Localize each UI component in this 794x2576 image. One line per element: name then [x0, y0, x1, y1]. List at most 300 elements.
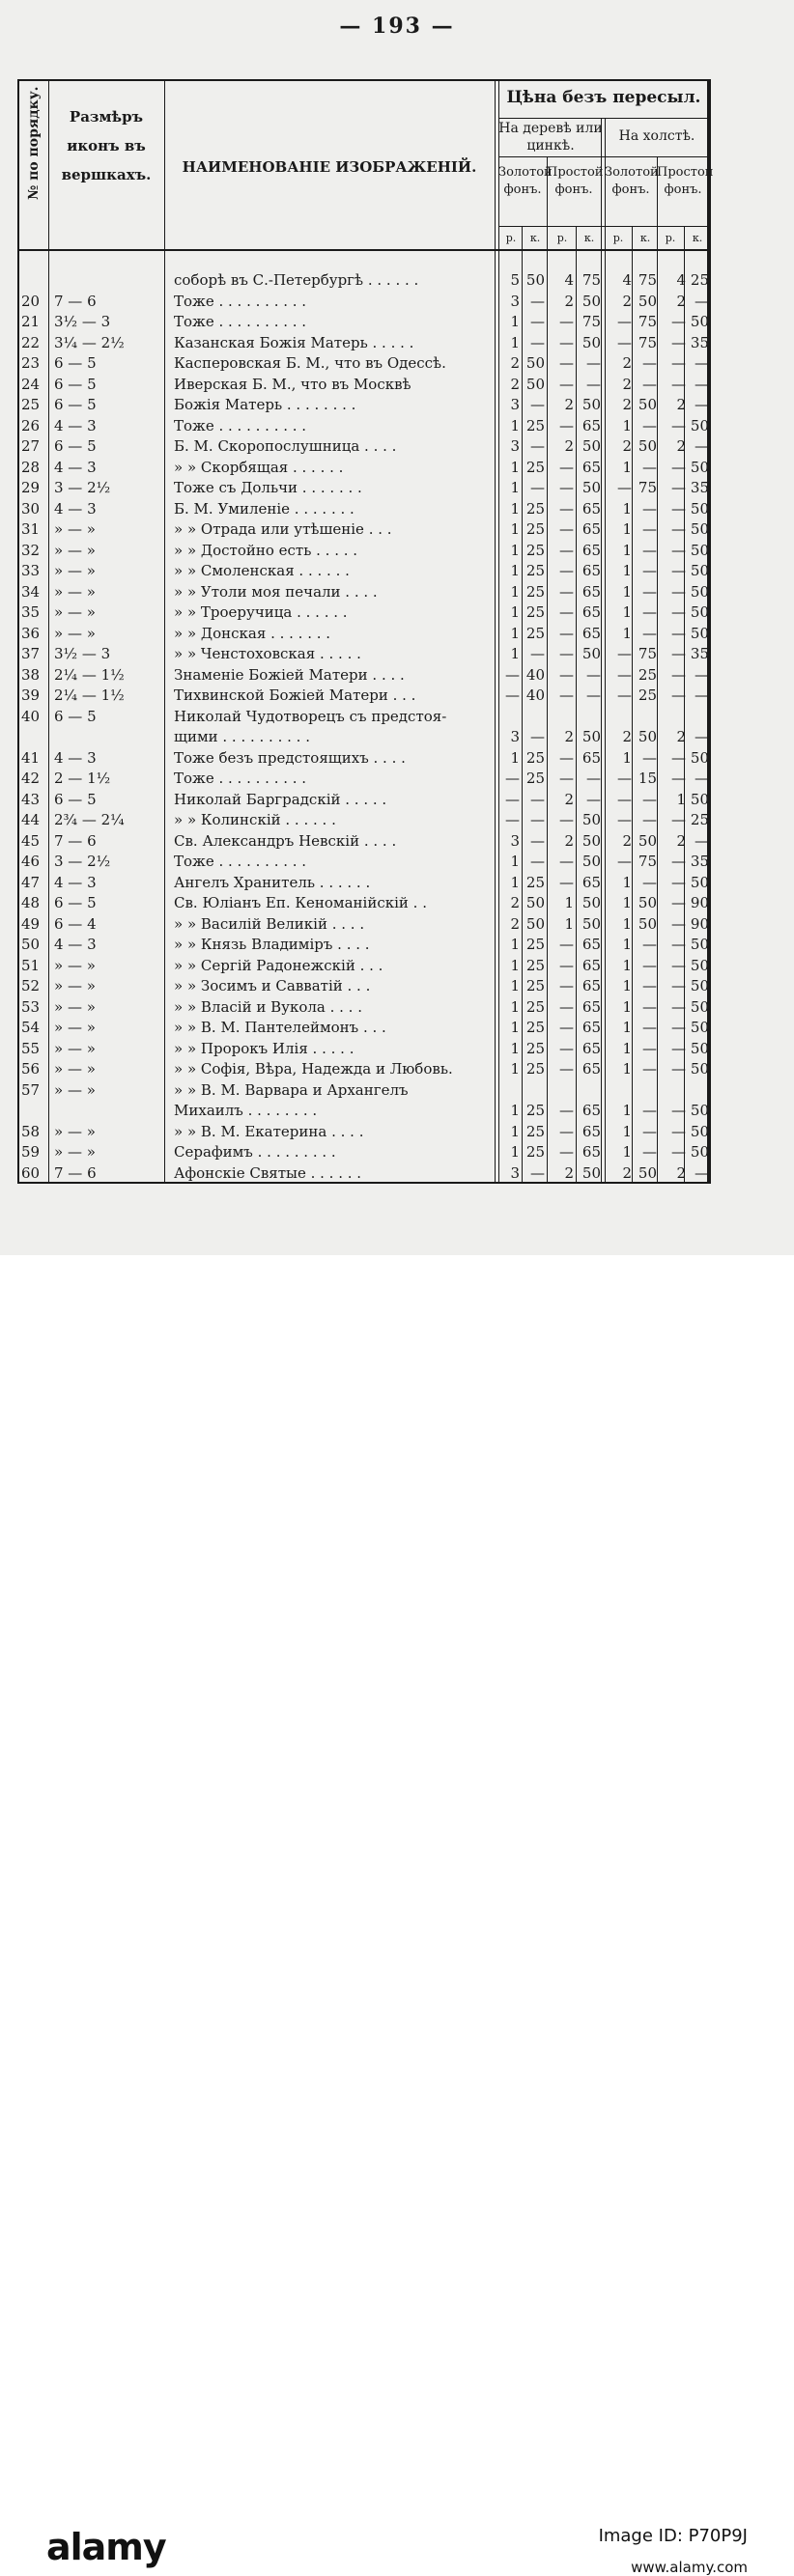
row-name: Афонскіе Святые . . . . . . — [174, 1163, 362, 1182]
row-size: 6 — 5 — [54, 375, 97, 393]
row-price: 65 — [581, 748, 601, 767]
row-size: 4 — 3 — [54, 499, 97, 518]
row-size: 4 — 3 — [54, 936, 97, 953]
row-number: 54 — [21, 1019, 41, 1036]
row-size: 3½ — 3 — [54, 313, 111, 330]
row-price: 15 — [638, 770, 657, 787]
row-number: 44 — [21, 811, 41, 828]
row-price: 50 — [638, 1163, 657, 1182]
row-price: 1 — [622, 1039, 632, 1057]
row-price: 1 — [510, 1143, 520, 1161]
row-price: — — [559, 770, 574, 787]
header-name: НАИМЕНОВАНІЕ ИЗОБРАЖЕНІЙ. — [182, 158, 477, 176]
row-price: — — [617, 665, 632, 684]
row-number: 35 — [21, 603, 41, 621]
table-row — [19, 270, 709, 291]
row-price: 1 — [564, 894, 574, 911]
row-price: 2 — [564, 728, 574, 745]
unit-kop: к. — [692, 232, 703, 244]
row-price: 50 — [525, 894, 545, 911]
row-price: — — [671, 936, 686, 953]
table-row — [19, 353, 709, 374]
row-size: 6 — 4 — [54, 914, 97, 933]
row-size: » — » — [54, 1122, 96, 1140]
row-number: 42 — [21, 770, 41, 787]
row-price: 35 — [690, 333, 709, 351]
row-price: — — [505, 686, 520, 704]
row-price: — — [617, 811, 632, 828]
row-price: 65 — [581, 873, 601, 891]
table-row — [19, 1080, 709, 1101]
row-name: » » Отрада или утѣшеніе . . . — [174, 520, 392, 538]
row-price: 25 — [638, 665, 657, 684]
row-number: 57 — [21, 1080, 41, 1099]
row-price: 1 — [510, 333, 520, 351]
row-name: » » Василій Великій . . . . — [174, 914, 365, 933]
row-price: — — [671, 313, 686, 330]
row-number: 46 — [21, 853, 41, 870]
row-price: 2 — [622, 375, 632, 393]
page-number: — 193 — — [339, 14, 455, 39]
row-price: 1 — [622, 956, 632, 974]
row-price: 1 — [622, 1143, 632, 1161]
table-row — [19, 997, 709, 1018]
row-price: — — [695, 1163, 709, 1182]
row-number: 23 — [21, 354, 41, 372]
row-price: — — [586, 770, 601, 787]
row-price: 2 — [564, 1163, 574, 1182]
row-number: 47 — [21, 873, 41, 891]
table-row — [19, 1039, 709, 1059]
row-price: 1 — [622, 1060, 632, 1078]
row-price: 50 — [690, 1143, 709, 1161]
row-price: 2 — [676, 437, 686, 455]
header-plain-canvas: Простой фонъ. — [657, 165, 714, 197]
row-price: — — [642, 499, 657, 518]
row-name: Тоже съ Дольчи . . . . . . . — [174, 479, 362, 496]
header-canvas: На холстѣ. — [618, 128, 695, 144]
row-price: 65 — [581, 458, 601, 476]
row-price: 1 — [510, 977, 520, 994]
row-number: 24 — [21, 375, 41, 393]
row-number: 20 — [21, 292, 41, 310]
row-price: 50 — [690, 1060, 709, 1078]
row-number: 43 — [21, 790, 41, 808]
row-price: 1 — [622, 603, 632, 621]
row-price: — — [695, 770, 709, 787]
row-price: 50 — [690, 603, 709, 621]
row-price: — — [530, 645, 545, 662]
row-size: 7 — 6 — [54, 831, 97, 850]
row-price: — — [642, 375, 657, 393]
row-name: » » Смоленская . . . . . . — [174, 562, 350, 579]
row-price: — — [530, 831, 545, 850]
table-row — [19, 395, 709, 415]
row-size: » — » — [54, 997, 96, 1016]
row-price: 1 — [510, 603, 520, 621]
row-price: — — [559, 479, 574, 496]
row-price: — — [642, 1039, 657, 1057]
row-price: 2 — [676, 728, 686, 745]
row-size: 4 — 3 — [54, 748, 97, 767]
row-price: 1 — [622, 416, 632, 434]
watermark-footer — [0, 1255, 794, 2576]
row-price: 50 — [690, 562, 709, 579]
row-price: 25 — [525, 1039, 545, 1057]
row-price: 50 — [638, 292, 657, 310]
row-name: » » В. М. Екатерина . . . . — [174, 1122, 364, 1140]
row-price: — — [671, 624, 686, 642]
row-price: 1 — [622, 520, 632, 538]
row-price: 25 — [525, 416, 545, 434]
row-price: 1 — [510, 582, 520, 601]
row-price: 4 — [564, 271, 574, 289]
row-price: — — [559, 603, 574, 621]
row-name: Тоже . . . . . . . . . . — [174, 313, 307, 330]
row-price: — — [671, 458, 686, 476]
row-divider — [498, 156, 709, 157]
row-price: — — [617, 790, 632, 808]
row-price: 50 — [581, 811, 601, 828]
row-price: — — [530, 853, 545, 870]
row-price: — — [530, 437, 545, 455]
row-size: » — » — [54, 520, 96, 538]
row-price: — — [530, 396, 545, 413]
row-size: 3 — 2½ — [54, 853, 111, 870]
header-wood: На деревѣ или цинкѣ. — [498, 121, 603, 154]
row-price: 1 — [622, 873, 632, 891]
row-price: — — [695, 686, 709, 704]
table-row — [19, 686, 709, 706]
row-price: 1 — [622, 748, 632, 767]
row-number: 32 — [21, 541, 41, 559]
row-name: Б. М. Скоропослушница . . . . — [174, 437, 397, 455]
row-name: » » Колинскій . . . . . . — [174, 811, 336, 828]
row-name: Михаилъ . . . . . . . . — [174, 1102, 318, 1119]
unit-kop: к. — [529, 232, 541, 244]
row-name: Николай Барградскій . . . . . — [174, 790, 387, 808]
row-price: 1 — [510, 416, 520, 434]
row-price: — — [617, 770, 632, 787]
row-price: 1 — [622, 499, 632, 518]
row-size: 2¼ — 1½ — [54, 665, 125, 684]
row-price: 75 — [638, 853, 657, 870]
row-price: — — [559, 416, 574, 434]
row-price: — — [642, 1122, 657, 1140]
unit-kop: к. — [583, 232, 595, 244]
row-price: 50 — [581, 853, 601, 870]
row-price: — — [671, 770, 686, 787]
header-size: Размѣръ иконъ въ вершкахъ. — [61, 108, 152, 183]
table-row — [19, 602, 709, 623]
row-price: 1 — [622, 997, 632, 1016]
row-price: 25 — [525, 520, 545, 538]
row-number: 36 — [21, 624, 41, 642]
row-price: 1 — [510, 1039, 520, 1057]
row-price: — — [642, 790, 657, 808]
row-name: Знаменіе Божіей Матери . . . . — [174, 665, 405, 684]
row-price: — — [671, 894, 686, 911]
row-name: Тоже . . . . . . . . . . — [174, 292, 307, 310]
row-price: 1 — [622, 624, 632, 642]
row-price: 50 — [690, 313, 709, 330]
row-price: 50 — [581, 831, 601, 850]
row-price: 3 — [510, 437, 520, 455]
row-size: 3 — 2½ — [54, 479, 111, 496]
row-price: — — [671, 479, 686, 496]
row-price: 50 — [581, 645, 601, 662]
unit-rub: р. — [665, 232, 676, 244]
row-name: Тоже . . . . . . . . . . — [174, 853, 307, 870]
header-plain-wood: Простой фонъ. — [547, 165, 604, 197]
row-price: — — [559, 956, 574, 974]
row-price: 35 — [690, 853, 709, 870]
row-size: 3¼ — 2½ — [54, 333, 125, 351]
row-price: — — [530, 790, 545, 808]
row-price: 50 — [690, 790, 709, 808]
row-price: — — [559, 977, 574, 994]
row-price: 1 — [510, 520, 520, 538]
row-price: 50 — [638, 396, 657, 413]
row-price: 65 — [581, 1102, 601, 1119]
row-name: » » Сергій Радонежскій . . . — [174, 956, 383, 974]
row-price: — — [695, 665, 709, 684]
table-row — [19, 1142, 709, 1162]
row-price: 1 — [510, 1102, 520, 1119]
table-row — [19, 375, 709, 395]
table-row — [19, 1163, 709, 1184]
row-price: — — [671, 582, 686, 601]
row-name: Тихвинской Божіей Матери . . . — [174, 686, 416, 704]
row-name: Тоже . . . . . . . . . . — [174, 416, 307, 434]
row-price: 2 — [622, 396, 632, 413]
row-price: — — [671, 1143, 686, 1161]
table-row — [19, 436, 709, 457]
row-price: — — [695, 292, 709, 310]
row-price: 2 — [510, 914, 520, 933]
row-price: 2 — [622, 354, 632, 372]
row-price: 65 — [581, 1143, 601, 1161]
site-url: www.alamy.com — [631, 2559, 748, 2576]
row-price: — — [671, 520, 686, 538]
row-size: 6 — 5 — [54, 707, 97, 725]
unit-rub: р. — [612, 232, 624, 244]
row-price: — — [559, 686, 574, 704]
row-price: — — [642, 582, 657, 601]
row-price: 1 — [622, 1122, 632, 1140]
row-price: — — [530, 728, 545, 745]
row-price: — — [642, 562, 657, 579]
row-name: » » Достойно есть . . . . . — [174, 541, 358, 559]
table-row — [19, 810, 709, 830]
row-price: 40 — [525, 686, 545, 704]
row-price: 2 — [676, 831, 686, 850]
row-price: 50 — [581, 479, 601, 496]
row-price: 75 — [638, 333, 657, 351]
row-size: 4 — 3 — [54, 873, 97, 891]
row-price: — — [559, 1039, 574, 1057]
row-price: 65 — [581, 416, 601, 434]
row-price: 25 — [638, 686, 657, 704]
row-name: » » Скорбящая . . . . . . — [174, 458, 344, 476]
row-price: 25 — [525, 1060, 545, 1078]
row-price: — — [642, 956, 657, 974]
table-row — [19, 519, 709, 540]
row-price: — — [559, 1143, 574, 1161]
row-size: » — » — [54, 603, 96, 621]
row-price: 65 — [581, 1060, 601, 1078]
row-price: 50 — [581, 396, 601, 413]
table-row — [19, 852, 709, 872]
row-price: — — [695, 831, 709, 850]
row-price: 65 — [581, 1019, 601, 1036]
row-price: — — [530, 1163, 545, 1182]
row-price: — — [586, 665, 601, 684]
row-price: 2 — [510, 354, 520, 372]
row-price: 1 — [510, 1019, 520, 1036]
row-number: 22 — [21, 333, 41, 351]
row-price: 25 — [525, 956, 545, 974]
row-price: 65 — [581, 1122, 601, 1140]
row-size: 2¾ — 2¼ — [54, 811, 125, 828]
row-number: 38 — [21, 665, 41, 684]
row-price: 50 — [690, 624, 709, 642]
row-price: 1 — [510, 458, 520, 476]
row-price: 75 — [638, 313, 657, 330]
table-row — [19, 790, 709, 810]
table-row — [19, 541, 709, 561]
row-size: 4 — 3 — [54, 458, 97, 476]
header-price: Цѣна безъ пересыл. — [506, 88, 701, 107]
table-row — [19, 333, 709, 353]
row-price: — — [671, 375, 686, 393]
table-row — [19, 1018, 709, 1038]
row-price: — — [671, 748, 686, 767]
row-price: — — [671, 1039, 686, 1057]
row-price: — — [505, 811, 520, 828]
row-size: 6 — 5 — [54, 790, 97, 808]
row-name: » » Донская . . . . . . . — [174, 624, 331, 642]
header-gold-wood: Золотой фонъ. — [498, 165, 553, 197]
row-number: 27 — [21, 437, 41, 455]
row-price: 50 — [638, 894, 657, 911]
row-price: — — [617, 479, 632, 496]
row-size: » — » — [54, 956, 96, 974]
row-size: 2 — 1½ — [54, 770, 111, 787]
row-number: 49 — [21, 914, 41, 933]
row-size: 6 — 5 — [54, 354, 97, 372]
table-row — [19, 312, 709, 332]
row-size: 7 — 6 — [54, 1163, 97, 1182]
table-row — [19, 644, 709, 664]
row-price: 50 — [690, 1019, 709, 1036]
row-size: » — » — [54, 1143, 96, 1161]
table-row — [19, 1101, 709, 1121]
row-price: — — [642, 977, 657, 994]
row-price: — — [642, 811, 657, 828]
row-price: — — [559, 458, 574, 476]
row-price: 75 — [638, 271, 657, 289]
row-price: 1 — [510, 479, 520, 496]
row-price: — — [559, 748, 574, 767]
row-price: 50 — [525, 914, 545, 933]
row-price: 50 — [581, 728, 601, 745]
row-price: — — [671, 811, 686, 828]
row-price: — — [671, 333, 686, 351]
row-price: 2 — [622, 437, 632, 455]
row-divider — [498, 118, 709, 119]
row-price: 1 — [622, 936, 632, 953]
table-row — [19, 831, 709, 852]
row-price: 3 — [510, 1163, 520, 1182]
row-price: — — [559, 520, 574, 538]
row-price: 1 — [510, 936, 520, 953]
row-price: 3 — [510, 831, 520, 850]
row-name: соборѣ въ С.-Петербургѣ . . . . . . — [174, 271, 419, 289]
row-price: 50 — [581, 333, 601, 351]
row-name: Иверская Б. М., что въ Москвѣ — [174, 375, 411, 393]
row-price: 75 — [638, 479, 657, 496]
row-size: » — » — [54, 1080, 96, 1099]
row-number: 37 — [21, 645, 41, 662]
row-price: — — [559, 333, 574, 351]
row-price: 2 — [622, 292, 632, 310]
row-price: — — [671, 499, 686, 518]
row-price: 25 — [525, 1102, 545, 1119]
row-price: 35 — [690, 645, 709, 662]
row-price: — — [505, 665, 520, 684]
row-price: — — [695, 728, 709, 745]
row-price: 50 — [690, 416, 709, 434]
row-name: Б. М. Умиленіе . . . . . . . — [174, 499, 354, 518]
table-row — [19, 873, 709, 893]
row-price: 50 — [525, 354, 545, 372]
row-name: » » Утоли моя печали . . . . — [174, 582, 378, 601]
row-price: — — [586, 375, 601, 393]
row-price: — — [530, 479, 545, 496]
row-size: 6 — 5 — [54, 894, 97, 911]
row-price: — — [671, 997, 686, 1016]
row-number: 60 — [21, 1163, 41, 1182]
table-row — [19, 748, 709, 769]
row-price: 50 — [690, 1039, 709, 1057]
row-name: » » В. М. Варвара и Архангелъ — [174, 1080, 409, 1099]
row-price: 2 — [622, 1163, 632, 1182]
row-price: 1 — [676, 790, 686, 808]
row-price: — — [559, 375, 574, 393]
row-size: 6 — 5 — [54, 437, 97, 455]
row-size: 4 — 3 — [54, 416, 97, 434]
row-name: » » Софія, Вѣра, Надежда и Любовь. — [174, 1060, 453, 1078]
table-row — [19, 769, 709, 789]
row-price: — — [671, 665, 686, 684]
table-row — [19, 1122, 709, 1142]
row-price: — — [671, 977, 686, 994]
table-row — [19, 624, 709, 644]
row-number: 31 — [21, 520, 41, 538]
row-price: 1 — [510, 541, 520, 559]
row-price: 90 — [690, 894, 709, 911]
row-price: — — [642, 624, 657, 642]
row-price: 65 — [581, 520, 601, 538]
row-price: — — [671, 686, 686, 704]
row-price: — — [559, 499, 574, 518]
row-price: — — [642, 997, 657, 1016]
row-price: — — [586, 790, 601, 808]
row-name: » » Пророкъ Илія . . . . . — [174, 1039, 354, 1057]
table-row — [19, 416, 709, 436]
row-price: 1 — [510, 873, 520, 891]
